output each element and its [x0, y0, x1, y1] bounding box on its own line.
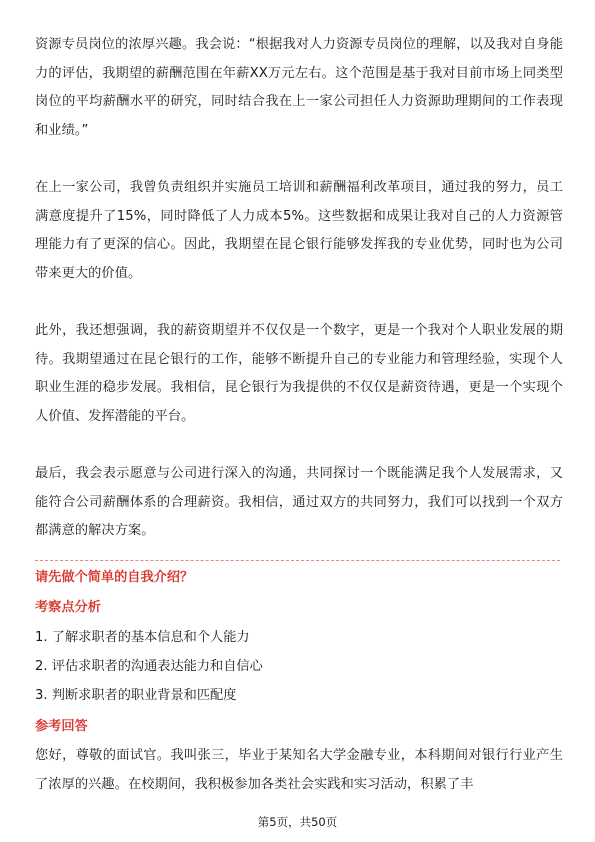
paragraph-salary-expectation: 资源专员岗位的浓厚兴趣。我会说：“根据我对人力资源专员岗位的理解，以及我对自身能力的评估，我期望的薪酬范围在年薪XX万元左右。这个范围是基于我对目前市场上同类型岗位的平均薪酬水平的研究，同时结合我在上一家公司担任人力资源助理期间的工作表现和业绩。” [35, 37, 563, 138]
paragraph-career-development: 此外，我还想强调，我的薪资期望并不仅仅是一个数字，更是一个我对个人职业发展的期待。我期望通过在昆仑银行的工作，能够不断提升自己的专业能力和管理经验，实现个人职业生涯的稳步发展。我相信，昆仑银行为我提供的不仅仅是薪资待遇，更是一个实现个人价值、发挥潜能的平台。 [35, 323, 563, 424]
interview-question: 请先做个简单的自我介绍？ [35, 570, 194, 585]
analysis-point: 1. 了解求职者的基本信息和个人能力 [35, 630, 250, 645]
reference-answer-text: 您好，尊敬的面试官。我叫张三，毕业于某知名大学金融专业，本科期间对银行行业产生了浓厚的兴趣。在校期间，我积极参加各类社会实践和实习活动，积累了丰 [35, 748, 563, 792]
paragraph-conclusion: 最后，我会表示愿意与公司进行深入的沟通，共同探讨一个既能满足我个人发展需求，又能符合公司薪酬体系的合理薪资。我相信，通过双方的共同努力，我们可以找到一个双方都满意的解决方案。 [35, 466, 563, 538]
page-number: 第5页，共50页 [257, 815, 338, 829]
analysis-heading: 考察点分析 [35, 600, 101, 615]
analysis-points-list [35, 623, 263, 710]
analysis-point: 3. 判断求职者的职业背景和匹配度 [35, 688, 237, 703]
paragraph-previous-company: 在上一家公司，我曾负责组织并实施员工培训和薪酬福利改革项目，通过我的努力，员工满意度提升了15%，同时降低了人力成本5%。这些数据和成果让我对自己的人力资源管理能力有了更深的信心。因此，我期望在昆仑银行能够发挥我的专业优势，同时也为公司带来更大的价值。 [35, 180, 563, 281]
analysis-point: 2. 评估求职者的沟通表达能力和自信心 [35, 659, 263, 674]
section-divider [35, 560, 560, 561]
reference-answer-heading: 参考回答 [35, 719, 88, 734]
